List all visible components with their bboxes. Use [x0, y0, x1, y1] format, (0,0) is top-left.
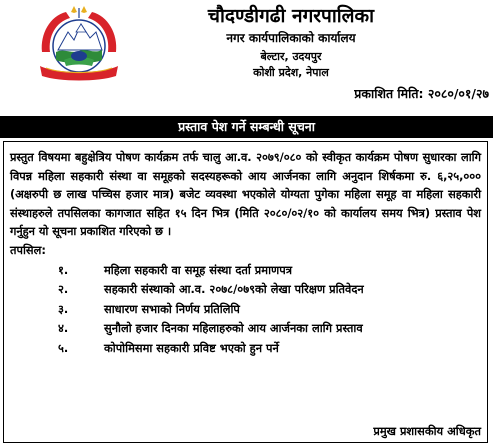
list-item-text: महिला सहकारी वा समूह संस्था दर्ता प्रमाणपत्र: [104, 262, 293, 277]
nepal-emblem-icon: [36, 4, 122, 84]
list-item-number: १.: [58, 262, 69, 277]
office-address: बेल्टार, उदयपुर: [260, 50, 322, 63]
published-date: प्रकाशित मिति: २०८०/०१/२७: [354, 86, 489, 101]
list-item: [4, 261, 487, 281]
signatory: प्रमुख प्रशासकीय अधिकृत: [373, 424, 481, 438]
list-item-text: सुनौलो हजार दिनका महिलाहरुको आय आर्जनका लागि प्रस्ताव: [104, 321, 363, 336]
list-item-number: ३.: [58, 301, 69, 316]
notice-title: प्रस्ताव पेश गर्ने सम्बन्धी सूचना: [0, 116, 493, 138]
requirements-list: [4, 261, 487, 359]
list-item-number: २.: [58, 282, 69, 297]
office-name: नगर कार्यपालिकाको कार्यालय: [226, 31, 356, 45]
header: [126, 4, 456, 81]
list-heading: तपसिल:: [10, 242, 46, 257]
province: कोशी प्रदेश, नेपाल: [253, 66, 329, 79]
list-item: [4, 319, 487, 339]
notice-body: प्रस्तुत विषयमा बहुक्षेत्रिय पोषण कार्यक्रम तर्फ चालु आ.व. २०७९/०८० को स्वीकृत कार्यक्रम पोषण सुधारका लागि विपन्न महिला सहकारी संस्था वा समूहको सदस्यहरूको आय आर्जनका लागि अनुदान शिर्षकमा रु. ६,२५,००० (अक्षरुपी छ लाख पच्चिस हजार मात्र) बजेट व्यवस्था भएकोले योग्यता पुगेका महिला समूह वा महिला सहकारी संस्थाहरुले तपसिलका कागजात सहित १५ दिन भित्र (मिति २०८०/०२/१० को कार्यालय समय भित्र) प्रस्ताव पेश गर्नुहुन यो सूचना प्रकाशित गरिएको छ ।: [10, 150, 481, 239]
list-item: [4, 280, 487, 300]
list-item-number: ४.: [58, 321, 69, 336]
list-item: [4, 300, 487, 320]
list-item-text: सहकारी संस्थाको आ.व. २०७८/०७९को लेखा परिक्षण प्रतिवेदन: [104, 282, 364, 297]
list-item: [4, 339, 487, 359]
list-item-text: साधारण सभाको निर्णय प्रतिलिपि: [104, 301, 240, 316]
list-item-text: कोपोमिसमा सहकारी प्रविष्ट भएको हुन पर्ने: [104, 340, 279, 355]
org-name: चौदण्डीगढी नगरपालिका: [207, 5, 375, 27]
notice-content: [3, 141, 488, 443]
list-item-number: ५.: [58, 340, 69, 355]
